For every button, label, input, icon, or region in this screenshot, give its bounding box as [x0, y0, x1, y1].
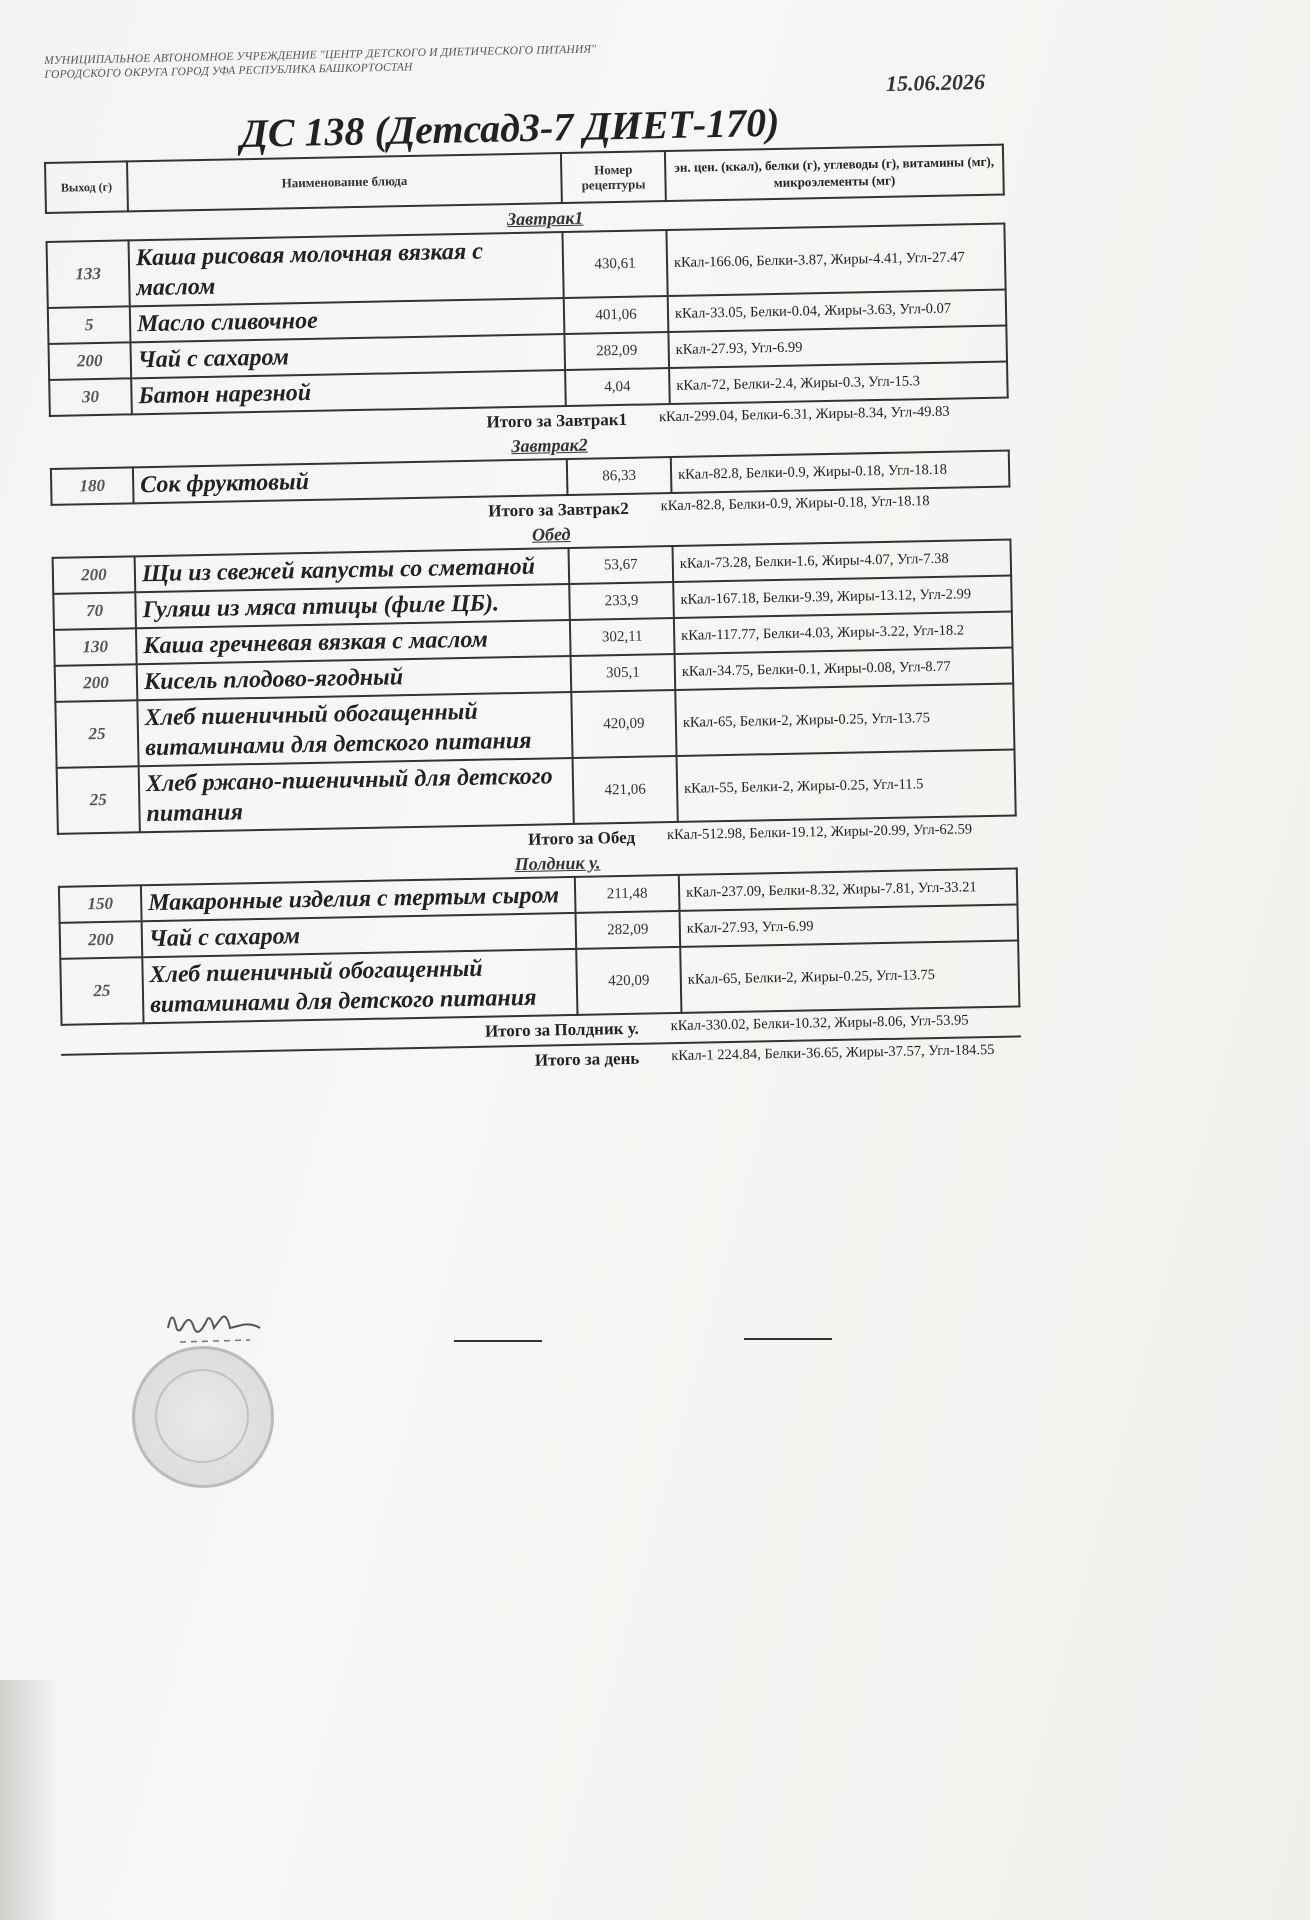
column-header-dish: Наименование блюда	[127, 153, 562, 211]
signature-line	[454, 1340, 542, 1342]
section-title: Полдник у.	[514, 852, 601, 875]
recipe-number-cell: 302,11	[570, 618, 675, 656]
section-total-label: Итого за Обед	[528, 827, 636, 849]
section-total-value: кКал-330.02, Белки-10.32, Жиры-8.06, Угл-53.95	[670, 1012, 969, 1035]
menu-content	[44, 144, 1022, 1084]
yield-cell: 150	[59, 885, 142, 923]
section-table	[58, 867, 1021, 1025]
recipe-number-cell: 420,09	[576, 947, 681, 1015]
recipe-number-cell: 421,06	[573, 756, 678, 824]
column-header-yield: Выход (г)	[45, 161, 128, 213]
yield-cell: 70	[53, 592, 136, 630]
section-table	[46, 223, 1009, 417]
signature-icon	[160, 1298, 270, 1348]
dish-name-cell: Макаронные изделия с тертым сыром	[141, 877, 576, 921]
day-total-row	[61, 1041, 1021, 1079]
yield-cell: 30	[49, 378, 132, 416]
yield-cell: 25	[57, 766, 140, 834]
section-total-label: Итого за Полдник у.	[484, 1018, 639, 1041]
recipe-number-cell: 211,48	[575, 875, 680, 913]
dish-name-cell: Батон нарезной	[131, 370, 566, 414]
dish-name-cell: Кисель плодово-ягодный	[137, 656, 572, 700]
paper-shadow	[0, 1680, 60, 1920]
nutrition-cell: кКал-27.93, Угл-6.99	[679, 904, 1018, 946]
dish-name-cell: Чай с сахаром	[142, 913, 577, 957]
section-total-value: кКал-82.8, Белки-0.9, Жиры-0.18, Угл-18.18	[660, 493, 930, 515]
day-total-label: Итого за день	[534, 1048, 640, 1070]
dish-name-cell: Сок фруктовый	[133, 459, 568, 503]
section-total-label: Итого за Завтрак1	[486, 409, 628, 432]
day-total-value: кКал-1 224.84, Белки-36.65, Жиры-37.57, Угл-184.55	[671, 1041, 995, 1065]
nutrition-cell: кКал-34.75, Белки-0.1, Жиры-0.08, Угл-8.77	[675, 647, 1014, 689]
nutrition-cell: кКал-65, Белки-2, Жиры-0.25, Угл-13.75	[675, 683, 1014, 755]
yield-cell: 200	[55, 664, 138, 702]
document-title: ДС 138 (Детсад3-7 ДИЕТ-170)	[240, 99, 780, 156]
yield-cell: 25	[60, 957, 143, 1025]
yield-cell: 200	[60, 921, 143, 959]
recipe-number-cell: 282,09	[576, 911, 681, 949]
column-header-nutrition: эн. цен. (ккал), белки (г), углеводы (г), витамины (мг), микроэлементы (мг)	[665, 145, 1004, 201]
dish-name-cell: Чай с сахаром	[130, 334, 565, 378]
dish-name-cell: Масло сливочное	[130, 298, 565, 342]
yield-cell: 200	[48, 342, 131, 380]
yield-cell: 5	[48, 306, 131, 344]
nutrition-cell: кКал-65, Белки-2, Жиры-0.25, Угл-13.75	[680, 940, 1019, 1012]
dish-name-cell: Хлеб пшеничный обогащенный витаминами для детского питания	[137, 692, 572, 766]
nutrition-cell: кКал-237.09, Белки-8.32, Жиры-7.81, Угл-33.21	[679, 868, 1018, 910]
section-title: Завтрак2	[511, 434, 588, 457]
signature-line	[744, 1338, 832, 1340]
organization-name: МУНИЦИПАЛЬНОЕ АВТОНОМНОЕ УЧРЕЖДЕНИЕ "ЦЕНТР ДЕТСКОГО И ДИЕТИЧЕСКОГО ПИТАНИЯ" ГОРОДСКОГО ОКРУГА ГОРОД УФА РЕСПУБЛИКА БАШКОРТОСТАН	[44, 43, 597, 81]
section-total-value: кКал-512.98, Белки-19.12, Жиры-20.99, Угл-62.59	[666, 821, 973, 844]
yield-cell: 200	[53, 556, 136, 594]
recipe-number-cell: 53,67	[569, 546, 674, 584]
recipe-number-cell: 4,04	[565, 368, 670, 406]
nutrition-cell: кКал-166.06, Белки-3.87, Жиры-4.41, Угл-27.47	[666, 224, 1005, 296]
dish-name-cell: Хлеб ржано-пшеничный для детского питания	[139, 758, 574, 832]
yield-cell: 180	[51, 467, 134, 505]
dish-name-cell: Каша гречневая вязкая с маслом	[136, 620, 571, 664]
nutrition-cell: кКал-73.28, Белки-1.6, Жиры-4.07, Угл-7.38	[672, 540, 1011, 582]
stamp-inner-ring	[155, 1369, 249, 1463]
column-header-recipe: Номер рецептуры	[561, 151, 666, 203]
section-table	[52, 538, 1017, 834]
dish-name-cell: Каша рисовая молочная вязкая с маслом	[129, 232, 564, 306]
section-title: Обед	[531, 523, 571, 545]
yield-cell: 133	[47, 240, 130, 308]
recipe-number-cell: 430,61	[562, 230, 667, 298]
section-total-label: Итого за Завтрак2	[488, 498, 629, 521]
dish-name-cell: Щи из свежей капусты со сметаной	[135, 548, 570, 592]
nutrition-cell: кКал-167.18, Белки-9.39, Жиры-13.12, Угл-2.99	[673, 576, 1012, 618]
menu-sections	[45, 200, 1021, 1050]
nutrition-cell: кКал-33.05, Белки-0.04, Жиры-3.63, Угл-0.07	[668, 290, 1007, 332]
nutrition-cell: кКал-72, Белки-2.4, Жиры-0.3, Угл-15.3	[669, 362, 1008, 404]
yield-cell: 130	[54, 628, 137, 666]
nutrition-cell: кКал-55, Белки-2, Жиры-0.25, Угл-11.5	[677, 749, 1016, 821]
stamp-icon	[132, 1346, 274, 1488]
yield-cell: 25	[55, 700, 138, 768]
recipe-number-cell: 305,1	[571, 654, 676, 692]
document-date: 15.06.2026	[885, 68, 986, 97]
section-total-value: кКал-299.04, Белки-6.31, Жиры-8.34, Угл-49.83	[658, 403, 950, 426]
recipe-number-cell: 86,33	[567, 457, 672, 495]
recipe-number-cell: 420,09	[571, 690, 676, 758]
section-title: Завтрак1	[506, 207, 584, 230]
dish-name-cell: Гуляш из мяса птицы (филе ЦБ).	[135, 584, 570, 628]
nutrition-cell: кКал-117.77, Белки-4.03, Жиры-3.22, Угл-18.2	[674, 612, 1013, 654]
nutrition-cell: кКал-82.8, Белки-0.9, Жиры-0.18, Угл-18.18	[671, 451, 1010, 493]
recipe-number-cell: 401,06	[564, 296, 669, 334]
dish-name-cell: Хлеб пшеничный обогащенный витаминами для детского питания	[142, 949, 577, 1023]
recipe-number-cell: 282,09	[564, 332, 669, 370]
nutrition-cell: кКал-27.93, Угл-6.99	[668, 326, 1007, 368]
recipe-number-cell: 233,9	[569, 582, 674, 620]
